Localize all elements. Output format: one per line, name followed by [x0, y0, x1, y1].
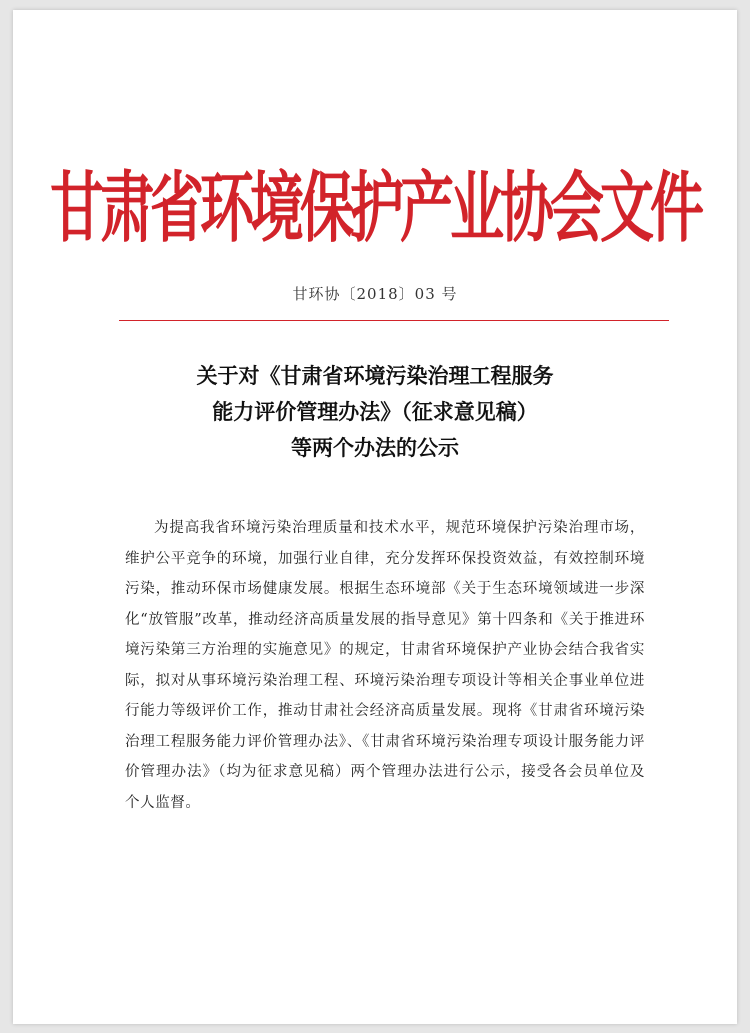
notice-title-line: 等两个办法的公示 — [291, 435, 459, 460]
body-text — [125, 513, 645, 818]
document-number: 甘环协〔2018〕03 号 — [292, 285, 458, 303]
document-page — [13, 10, 737, 1024]
red-divider-line — [119, 320, 669, 321]
body-paragraph: 为提高我省环境污染治理质量和技术水平，规范环境保护污染治理市场，维护公平竞争的环境，加强行业自律，充分发挥环保投资效益，有效控制环境污染，推动环保市场健康发展。根据生态环境部《关于生态环境领域进一步深化“放管服”改革，推动经济高质量发展的指导意见》第十四条和《关于推进环境污染第三方治理的实施意见》的规定，甘肃省环境保护产业协会结合我省实际，拟对从事环境污染治理工程、环境污染治理专项设计等相关企事业单位进行能力等级评价工作，推动甘肃社会经济高质量发展。现将《甘肃省环境污染治理工程服务能力评价管理办法》、《甘肃省环境污染治理专项设计服务能力评价管理办法》（均为征求意见稿）两个管理办法进行公示，接受各会员单位及个人监督。 — [125, 520, 645, 811]
notice-title — [13, 358, 737, 466]
notice-title-line: 能力评价管理办法》（征求意见稿） — [212, 399, 538, 424]
org-header-title: 甘肃省环境保护产业协会文件 — [50, 162, 700, 254]
notice-title-line: 关于对《甘肃省环境污染治理工程服务 — [196, 363, 554, 388]
